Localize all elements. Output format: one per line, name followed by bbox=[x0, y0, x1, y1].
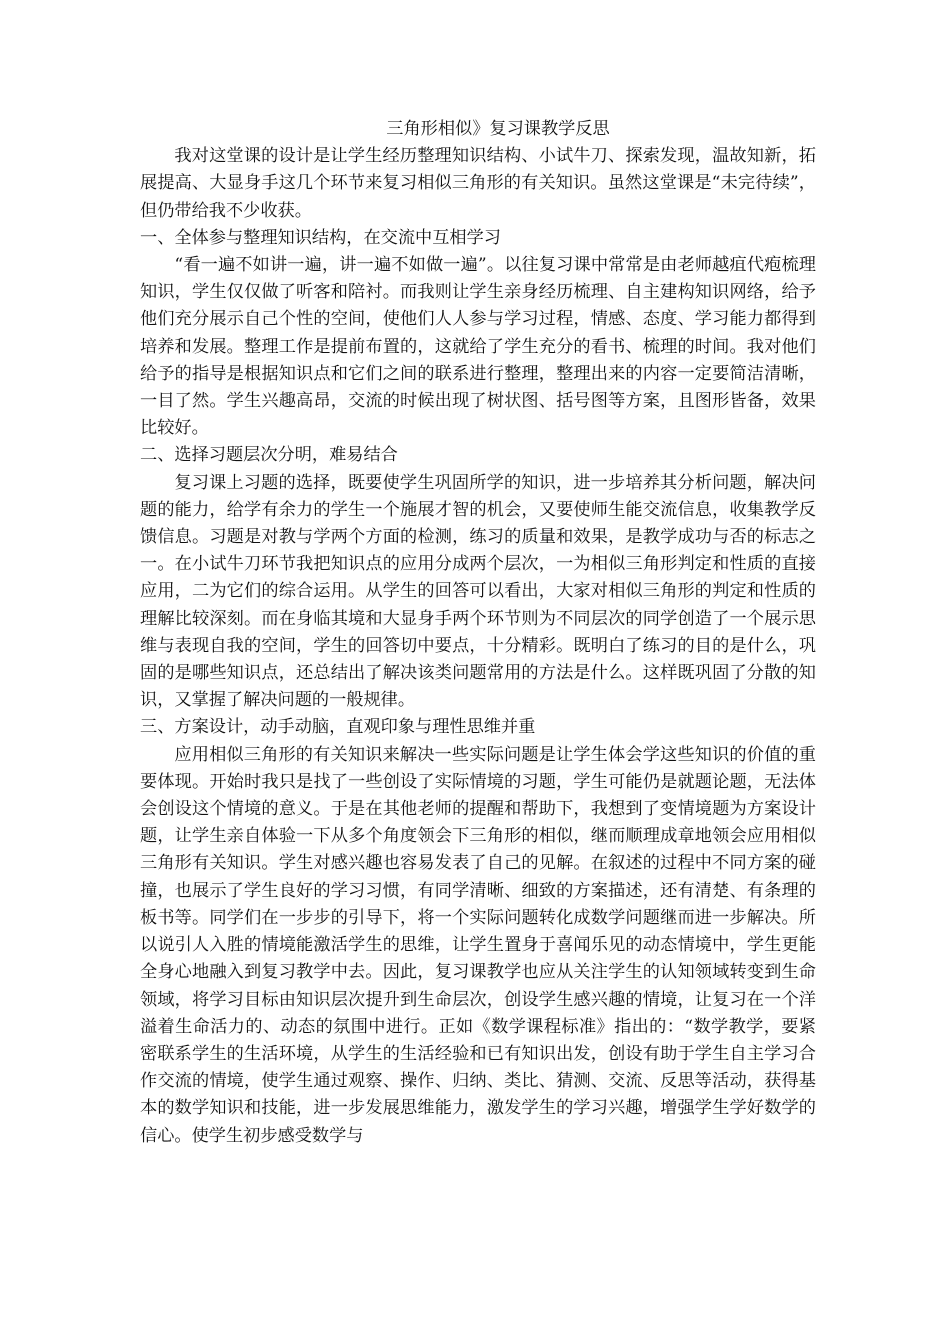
document-body bbox=[140, 116, 816, 1150]
section-heading-3: 三、方案设计，动手动脑，直观印象与理性思维并重 bbox=[140, 717, 536, 738]
document-title: 三角形相似》复习课教学反思 bbox=[386, 119, 610, 139]
section-body-2: 复习课上习题的选择，既要使学生巩固所学的知识，进一步培养其分析问题，解决问题的能力，给学有余力的学生一个施展才智的机会，又要使师生能交流信息，收集教学反馈信息。习题是对教与学两个方面的检测，练习的质量和效果，是教学成功与否的标志之一。在小试牛刀环节我把知识点的应用分成两个层次，一为相似三角形判定和性质的直接应用，二为它们的综合运用。从学生的回答可以看出，大家对相似三角形的判定和性质的理解比较深刻。而在身临其境和大显身手两个环节则为不同层次的同学创造了一个展示思维与表现自我的空间，学生的回答切中要点，十分精彩。既明白了练习的目的是什么，巩固的是哪些知识点，还总结出了解决该类问题常用的方法是什么。这样既巩固了分散的知识，又掌握了解决问题的一般规律。 bbox=[140, 472, 816, 711]
section-body-1: “看一遍不如讲一遍，讲一遍不如做一遍”。以往复习课中常常是由老师越疽代疱梳理知识，学生仅仅做了听客和陪衬。而我则让学生亲身经历梳理、自主建构知识网络，给予他们充分展示自己个性的空间，使他们人人参与学习过程，情感、态度、学习能力都得到培养和发展。整理工作是提前布置的，这就给了学生充分的看书、梳理的时间。我对他们给予的指导是根据知识点和它们之间的联系进行整理，整理出来的内容一定要简洁清晰，一目了然。学生兴趣高昂，交流的时候出现了树状图、括号图等方案，且图形皆备，效果比较好。 bbox=[140, 255, 816, 439]
section-body-3: 应用相似三角形的有关知识来解决一些实际问题是让学生体会学这些知识的价值的重要体现。开始时我只是找了一些创设了实际情境的习题，学生可能仍是就题论题，无法体会创设这个情境的意义。于是在其他老师的提醒和帮助下，我想到了变情境题为方案设计题，让学生亲自体验一下从多个角度领会下三角形的相似，继而顺理成章地领会应用相似三角形有关知识。学生对感兴趣也容易发表了自己的见解。在叙述的过程中不同方案的碰撞，也展示了学生良好的学习习惯，有同学清晰、细致的方案描述，还有清楚、有条理的板书等。同学们在一步步的引导下，将一个实际问题转化成数学问题继而进一步解决。所以说引人入胜的情境能激活学生的思维，让学生置身于喜闻乐见的动态情境中，学生更能全身心地融入到复习教学中去。因此，复习课教学也应从关注学生的认知领域转变到生命领域，将学习目标由知识层次提升到生命层次，创设学生感兴趣的情境，让复习在一个洋溢着生命活力的、动态的氛围中进行。正如《数学课程标准》指出的：“数学教学，要紧密联系学生的生活环境，从学生的生活经验和已有知识出发，创设有助于学生自主学习合作交流的情境，使学生通过观察、操作、归纳、类比、猜测、交流、反思等活动，获得基本的数学知识和技能，进一步发展思维能力，激发学生的学习兴趣，增强学生学好数学的信心。使学生初步感受数学与 bbox=[140, 744, 816, 1146]
intro-paragraph: 我对这堂课的设计是让学生经历整理知识结构、小试牛刀、探索发现，温故知新，拓展提高、大显身手这几个环节来复习相似三角形的有关知识。虽然这堂课是“未完待续”，但仍带给我不少收获。 bbox=[140, 146, 816, 221]
section-heading-2: 二、选择习题层次分明，难易结合 bbox=[140, 445, 398, 466]
section-heading-1: 一、全体参与整理知识结构，在交流中互相学习 bbox=[140, 227, 501, 248]
